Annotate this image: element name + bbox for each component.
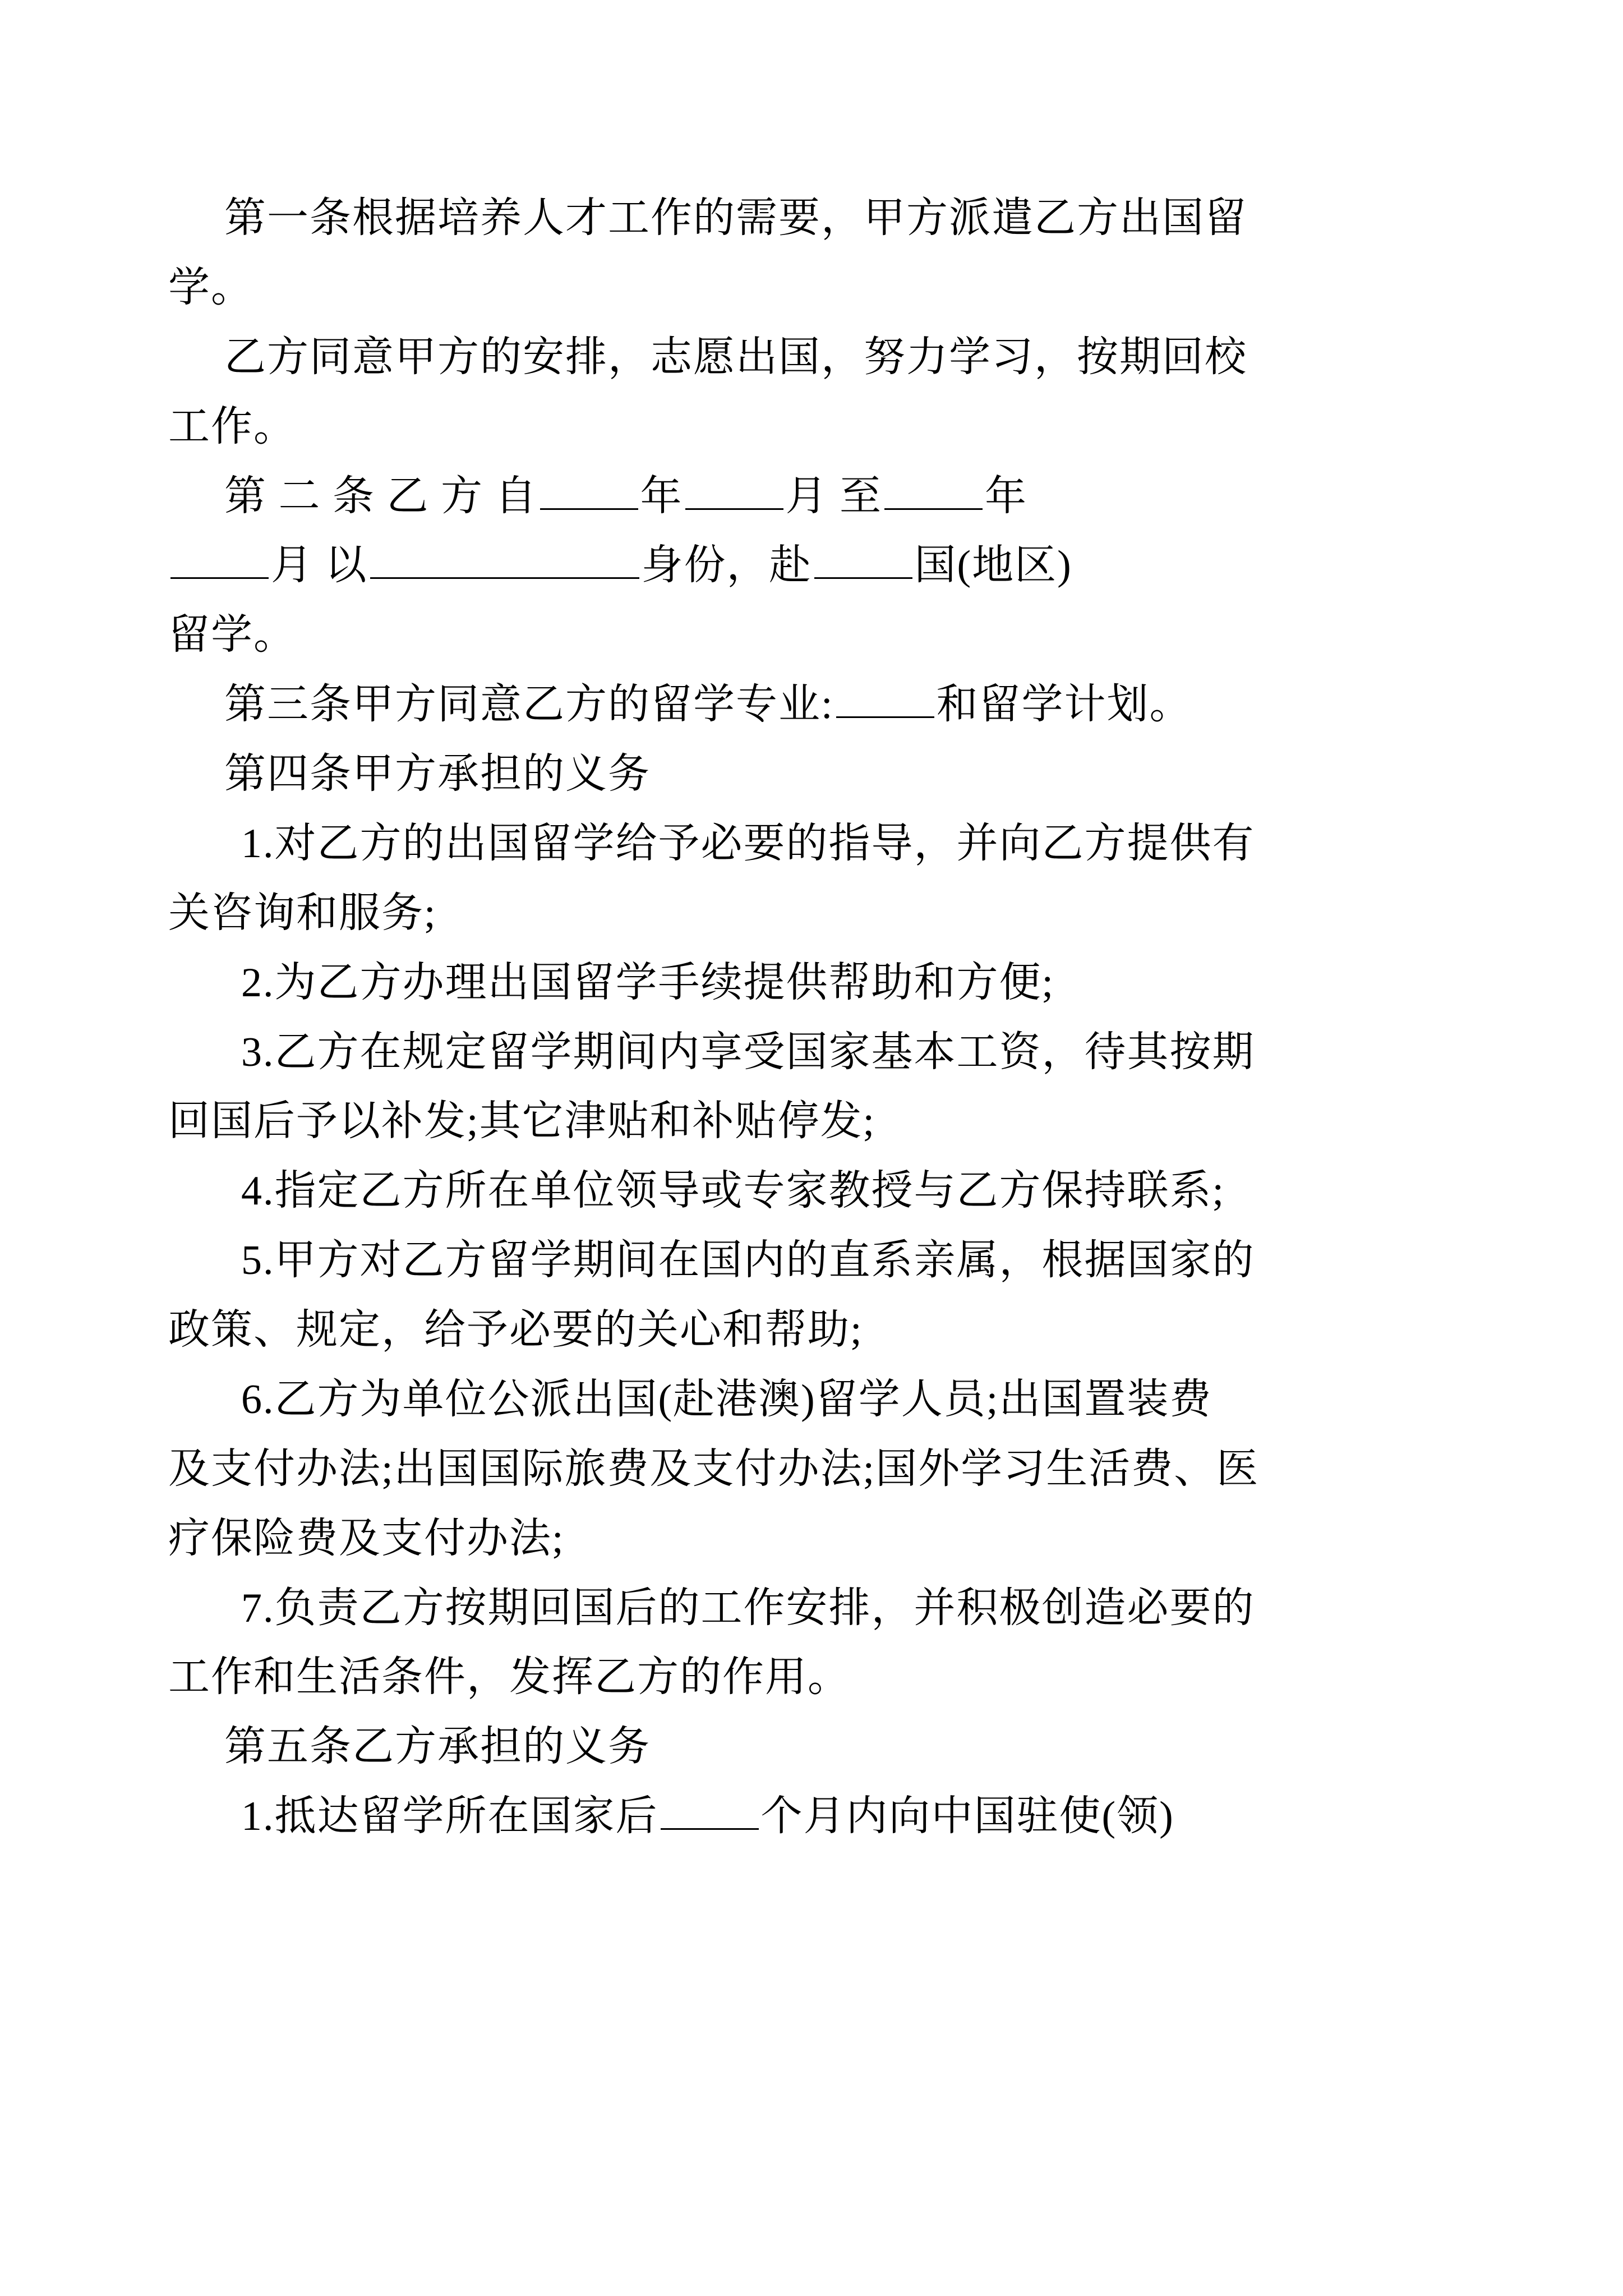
text-run: 国(地区) <box>914 542 1072 589</box>
paragraph-clause-4-item-6-cont-2 <box>168 1506 1455 1573</box>
text-run: 月 至 <box>785 473 882 519</box>
text-run: 疗保险费及支付办法; <box>168 1515 565 1562</box>
text-run: 第 二 条 乙 方 自 <box>224 473 538 519</box>
paragraph-clause-4-item-5 <box>168 1227 1455 1295</box>
text-run: 年 <box>985 473 1027 519</box>
paragraph-clause-4-item-6 <box>168 1366 1455 1434</box>
paragraph-clause-4-item-1-cont <box>168 880 1455 947</box>
fill-in-blank[interactable] <box>370 538 639 579</box>
text-run: 乙方同意甲方的安排，志愿出国，努力学习，按期回校 <box>224 334 1247 380</box>
text-run: 月 以 <box>271 542 368 589</box>
text-run: 及支付办法;出国国际旅费及支付办法;国外学习生活费、医 <box>168 1446 1260 1492</box>
text-run: 7.负责乙方按期回国后的工作安排，并积极创造必要的 <box>241 1585 1255 1631</box>
paragraph-clause-5-title <box>168 1714 1455 1781</box>
text-run: 第一条根据培养人才工作的需要，甲方派遣乙方出国留 <box>224 195 1247 241</box>
paragraph-clause-4-item-3 <box>168 1019 1455 1087</box>
text-run: 个月内向中国驻使(领) <box>760 1793 1174 1840</box>
text-run: 4.指定乙方所在单位领导或专家教授与乙方保持联系; <box>241 1168 1225 1214</box>
paragraph-clause-1-line-2 <box>168 255 1455 322</box>
text-run: 3.乙方在规定留学期间内享受国家基本工资，待其按期 <box>241 1029 1255 1075</box>
text-run: 关咨询和服务; <box>168 890 437 936</box>
paragraph-clause-5-item-1 <box>168 1783 1455 1851</box>
text-run: 6.乙方为单位公派出国(赴港澳)留学人员;出国置装费 <box>241 1376 1212 1423</box>
paragraph-clause-4-item-5-cont <box>168 1297 1455 1364</box>
paragraph-clause-4-title <box>168 741 1455 808</box>
text-run: 工作和生活条件，发挥乙方的作用。 <box>168 1654 850 1701</box>
text-run: 第五条乙方承担的义务 <box>224 1724 651 1770</box>
text-run: 第三条甲方同意乙方的留学专业: <box>224 682 834 728</box>
paragraph-clause-4-item-7 <box>168 1575 1455 1642</box>
paragraph-clause-4-item-2 <box>168 950 1455 1017</box>
text-run: 工作。 <box>168 403 296 450</box>
fill-in-blank[interactable] <box>170 538 269 579</box>
paragraph-clause-2-line-1 <box>168 463 1455 531</box>
paragraph-clause-4-item-7-cont <box>168 1644 1455 1711</box>
paragraph-clause-4-item-4 <box>168 1158 1455 1225</box>
fill-in-blank[interactable] <box>540 468 638 509</box>
document-body <box>168 185 1455 1851</box>
paragraph-clause-1-agree-line-2 <box>168 394 1455 461</box>
text-run: 5.甲方对乙方留学期间在国内的直系亲属，根据国家的 <box>241 1237 1255 1284</box>
fill-in-blank[interactable] <box>884 468 983 509</box>
fill-in-blank[interactable] <box>685 468 783 509</box>
paragraph-clause-4-item-1 <box>168 811 1455 878</box>
text-run: 2.为乙方办理出国留学手续提供帮助和方便; <box>241 959 1055 1006</box>
text-run: 年 <box>640 473 683 519</box>
text-run: 1.抵达留学所在国家后 <box>241 1793 658 1840</box>
paragraph-clause-4-item-3-cont <box>168 1088 1455 1156</box>
paragraph-clause-4-item-6-cont-1 <box>168 1436 1455 1503</box>
fill-in-blank[interactable] <box>836 677 934 718</box>
text-run: 学。 <box>168 264 253 311</box>
paragraph-clause-2-line-3 <box>168 602 1455 669</box>
text-run: 1.对乙方的出国留学给予必要的指导，并向乙方提供有 <box>241 820 1255 867</box>
text-run: 政策、规定，给予必要的关心和帮助; <box>168 1307 863 1353</box>
text-run: 身份，赴 <box>641 542 812 589</box>
text-run: 留学。 <box>168 612 296 659</box>
text-run: 回国后予以补发;其它津贴和补贴停发; <box>168 1098 876 1145</box>
fill-in-blank[interactable] <box>661 1789 759 1830</box>
text-run: 第四条甲方承担的义务 <box>224 751 651 797</box>
paragraph-clause-3 <box>168 671 1455 739</box>
text-run: 和留学计划。 <box>936 682 1192 728</box>
paragraph-clause-1-agree-line-1 <box>168 324 1455 392</box>
paragraph-clause-2-line-2 <box>168 532 1455 600</box>
fill-in-blank[interactable] <box>814 538 912 579</box>
paragraph-clause-1-line-1 <box>168 185 1455 252</box>
